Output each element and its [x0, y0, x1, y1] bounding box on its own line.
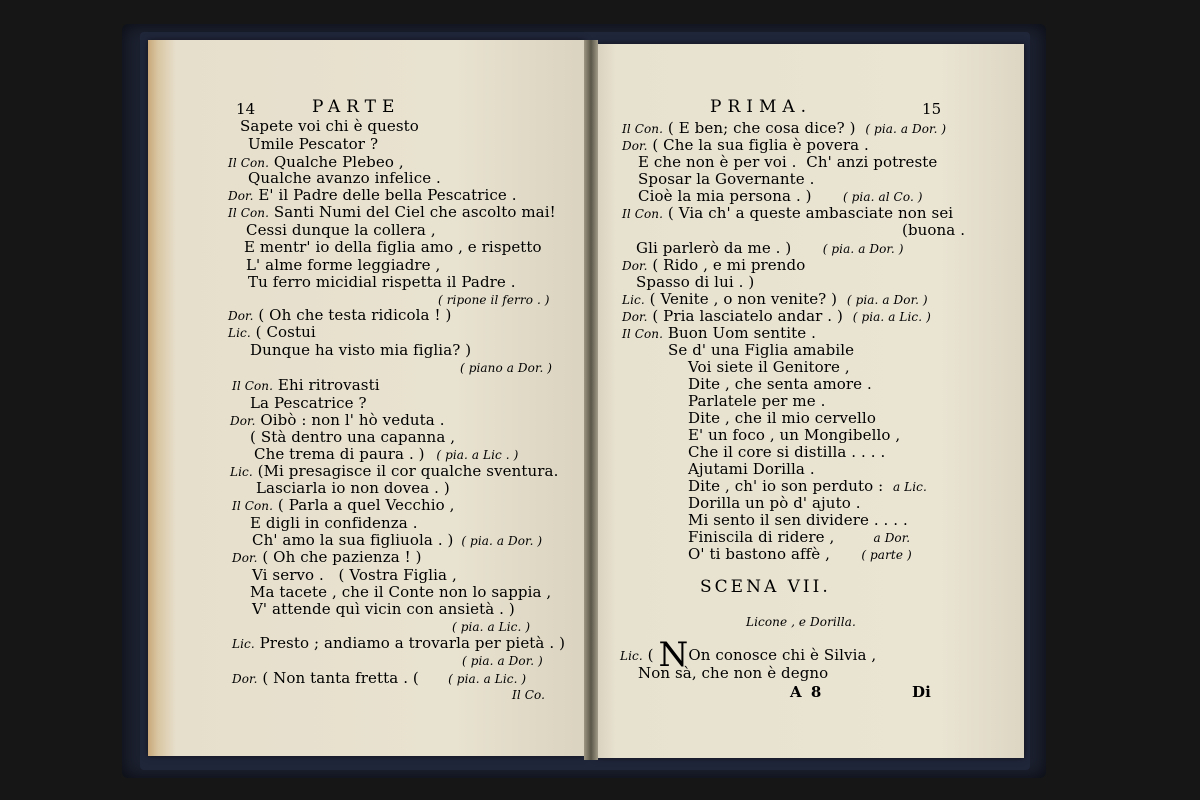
- left-line: [438, 290, 550, 309]
- left-line: [244, 238, 542, 256]
- right-line: [636, 273, 754, 291]
- right-line: [688, 545, 912, 564]
- text-run: E mentr' io della figlia amo , e rispetto: [244, 238, 542, 256]
- right-line: [688, 358, 850, 376]
- italic-run: ( pia. a Dor. ): [865, 122, 947, 136]
- left-line: [462, 651, 543, 670]
- left-line: [232, 496, 455, 515]
- text-run: ( Costui: [250, 323, 316, 341]
- text-run: On conosce chi è Silvia ,: [688, 646, 877, 664]
- text-run: Che trema di paura . ): [254, 445, 425, 463]
- italic-run: Lic.: [620, 649, 643, 663]
- right-line: [688, 392, 825, 410]
- italic-run: Il Con.: [228, 156, 270, 170]
- text-run: Oibò : non l' hò veduta .: [255, 411, 445, 429]
- left-page-number: 14: [236, 100, 256, 118]
- text-run: ( Pria lasciatelo andar . ): [647, 307, 853, 325]
- italic-run: Il Co.: [512, 688, 546, 702]
- left-line: [250, 341, 471, 359]
- text-run: Mi sento il sen dividere . . . .: [688, 511, 908, 529]
- text-run: Vi servo . ( Vostra Figlia ,: [252, 566, 457, 584]
- italic-run: Licone , e Dorilla.: [746, 615, 856, 629]
- italic-run: Il Con.: [622, 327, 664, 341]
- left-line: [512, 685, 545, 704]
- right-line: [688, 409, 876, 427]
- text-run: E' il Padre delle bella Pescatrice .: [253, 186, 517, 204]
- left-line: [248, 169, 441, 187]
- left-line: [232, 376, 380, 395]
- italic-run: ( pia. a Dor. ): [846, 293, 928, 307]
- text-run: (: [642, 646, 659, 664]
- italic-run: Lic.: [228, 326, 251, 340]
- italic-run: ( pia. a Dor. ): [791, 242, 904, 256]
- text-run: Lasciarla io non dovea . ): [256, 479, 450, 497]
- text-run: E digli in confidenza .: [250, 514, 418, 532]
- text-run: Se d' una Figlia amabile: [668, 341, 855, 359]
- italic-run: ( pia. a Dor. ): [462, 654, 543, 668]
- left-line: [232, 669, 526, 688]
- text-run: Qualche Plebeo ,: [269, 153, 404, 171]
- italic-run: Dor.: [232, 551, 258, 565]
- text-run: Dite , ch' io son perduto :: [688, 477, 893, 495]
- text-run: ( Oh che testa ridicola ! ): [253, 306, 452, 324]
- signature-mark: A 8: [790, 683, 824, 701]
- text-run: E' un foco , un Mongibello ,: [688, 426, 901, 444]
- italic-run: ( pia. a Lic . ): [424, 448, 519, 462]
- text-run: La Pescatrice ?: [250, 394, 367, 412]
- italic-run: Il Con.: [622, 207, 664, 221]
- italic-run: ( pia. a Lic. ): [448, 672, 527, 686]
- text-run: ( Non tanta fretta . (: [257, 669, 449, 687]
- italic-run: Dor.: [622, 259, 648, 273]
- text-run: E che non è per voi . Ch' anzi potreste: [638, 153, 938, 171]
- scene-heading: [700, 578, 831, 596]
- right-line: [638, 153, 937, 171]
- italic-run: Dor.: [228, 189, 254, 203]
- text-run: Sposar la Governante .: [638, 170, 815, 188]
- text-run: SCENA VII.: [700, 577, 831, 597]
- left-line: [252, 600, 515, 618]
- italic-run: Lic.: [622, 293, 645, 307]
- left-line: [250, 583, 551, 601]
- text-run: Che il core si distilla . . . .: [688, 443, 886, 461]
- italic-run: Dor.: [232, 672, 258, 686]
- text-run: Tu ferro micidial rispetta il Padre .: [248, 273, 516, 291]
- text-run: Dorilla un pò d' ajuto .: [688, 494, 861, 512]
- text-run: Qualche avanzo infelice .: [248, 169, 441, 187]
- left-line: [228, 323, 316, 342]
- text-run: Dunque ha visto mia figlia? ): [250, 341, 472, 359]
- italic-run: ( pia. a Lic. ): [852, 310, 931, 324]
- italic-run: Il Con.: [232, 379, 274, 393]
- italic-run: Lic.: [230, 465, 253, 479]
- text-run: ( Venite , o non venite? ): [644, 290, 847, 308]
- text-run: Cessi dunque la collera ,: [246, 221, 436, 239]
- text-run: Ma tacete , che il Conte non lo sappia ,: [250, 583, 552, 601]
- italic-run: ( parte ): [830, 548, 912, 562]
- text-run: V' attende quì vicin con ansietà . ): [252, 600, 515, 618]
- italic-run: a Dor.: [834, 531, 911, 545]
- text-run: ( Via ch' a queste ambasciate non sei: [663, 204, 954, 222]
- left-line: [250, 428, 455, 446]
- right-line: [688, 426, 900, 444]
- left-line: [232, 548, 422, 567]
- left-line: [228, 203, 556, 222]
- text-run: ( Oh che pazienza ! ): [257, 548, 422, 566]
- right-running-head: PRIMA.: [710, 97, 813, 117]
- text-run: (Mi presagisce il cor qualche sventura.: [252, 462, 559, 480]
- text-run: ( Che la sua figlia è povera .: [647, 136, 869, 154]
- text-run: (buona .: [902, 221, 966, 239]
- italic-run: Dor.: [622, 139, 648, 153]
- left-line: [246, 256, 440, 274]
- text-run: Parlatele per me .: [688, 392, 826, 410]
- italic-run: Il Con.: [622, 122, 664, 136]
- right-line: [688, 511, 908, 529]
- italic-run: Dor.: [230, 414, 256, 428]
- italic-run: ( piano a Dor. ): [460, 361, 553, 375]
- book-gutter: [584, 40, 598, 760]
- catchword: Di: [912, 683, 931, 701]
- right-line: [638, 664, 828, 682]
- text-run: Buon Uom sentite .: [663, 324, 817, 342]
- italic-run: Dor.: [622, 310, 648, 324]
- right-page-number: 15: [922, 100, 942, 118]
- text-run: ( Rido , e mi prendo: [647, 256, 806, 274]
- text-run: ( Parla a quel Vecchio ,: [273, 496, 455, 514]
- right-line: [638, 170, 814, 188]
- left-line: [252, 566, 457, 584]
- right-line: [688, 375, 872, 393]
- right-line: [688, 443, 885, 461]
- text-run: Non sà, che non è degno: [638, 664, 829, 682]
- text-run: Voi siete il Genitore ,: [688, 358, 850, 376]
- text-run: Ajutami Dorilla .: [688, 460, 815, 478]
- text-run: Gli parlerò da me . ): [636, 239, 792, 257]
- italic-run: Dor.: [228, 309, 254, 323]
- italic-run: ( pia. al Co. ): [811, 190, 923, 204]
- left-line: [248, 135, 378, 153]
- text-run: Finiscila di ridere ,: [688, 528, 835, 546]
- right-line: [668, 341, 854, 359]
- right-line: [902, 221, 965, 239]
- left-running-head: PARTE: [312, 97, 401, 117]
- left-line: [256, 479, 450, 497]
- text-run: L' alme forme leggiadre ,: [246, 256, 441, 274]
- italic-run: ( ripone il ferro . ): [438, 293, 550, 307]
- text-run: Ehi ritrovasti: [273, 376, 380, 394]
- text-run: Santi Numi del Ciel che ascolto mai!: [269, 203, 556, 221]
- text-run: Dite , che senta amore .: [688, 375, 872, 393]
- scene-characters: [746, 612, 856, 631]
- left-line: [460, 358, 552, 377]
- left-line: [250, 394, 367, 412]
- text-run: Spasso di lui . ): [636, 273, 755, 291]
- left-line: [246, 221, 436, 239]
- italic-run: a Lic.: [892, 480, 927, 494]
- text-run: Sapete voi chi è questo: [240, 117, 419, 135]
- italic-run: Il Con.: [228, 206, 270, 220]
- text-run: Presto ; andiamo a trovarla per pietà . ): [254, 634, 566, 652]
- text-run: Dite , che il mio cervello: [688, 409, 876, 427]
- text-run: ( E ben; che cosa dice? ): [663, 119, 866, 137]
- text-run: Ch' amo la sua figliuola . ): [252, 531, 454, 549]
- text-run: ( Stà dentro una capanna ,: [250, 428, 456, 446]
- italic-run: ( pia. a Dor. ): [453, 534, 543, 548]
- italic-run: Lic.: [232, 637, 255, 651]
- left-line: [248, 273, 516, 291]
- text-run: Umile Pescator ?: [248, 135, 379, 153]
- text-run: Cioè la mia persona . ): [638, 187, 812, 205]
- left-line: [240, 117, 419, 135]
- right-line: [688, 494, 861, 512]
- left-line: [250, 514, 418, 532]
- right-line: [688, 460, 815, 478]
- text-run: O' ti bastono affè ,: [688, 545, 831, 563]
- drop-initial: N: [658, 635, 689, 675]
- italic-run: Il Con.: [232, 499, 274, 513]
- italic-run: ( pia. a Lic. ): [452, 620, 531, 634]
